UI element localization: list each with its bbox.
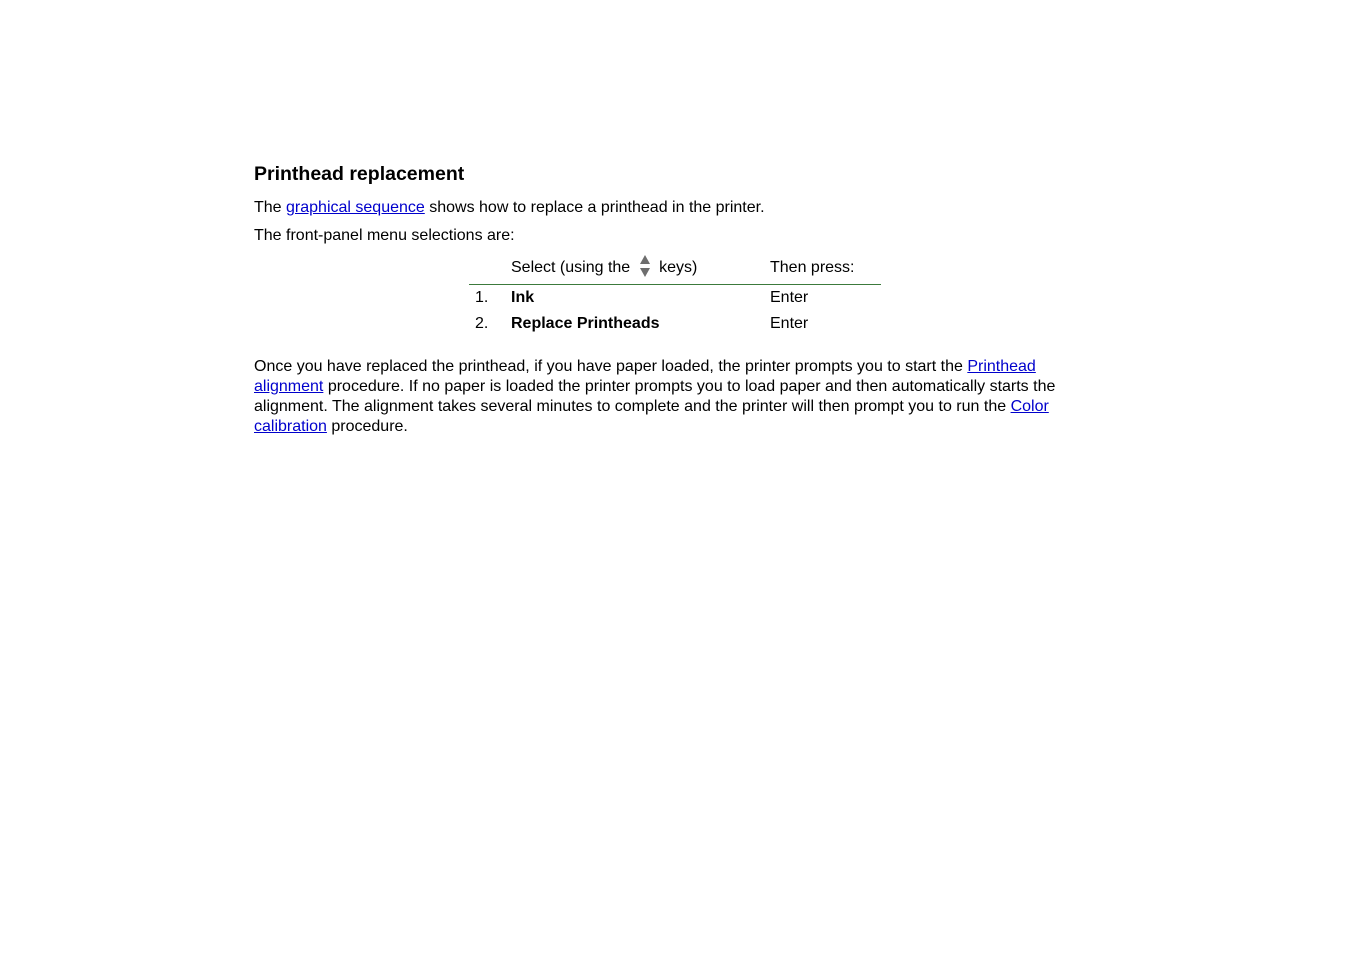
intro-text-before: The xyxy=(254,199,287,216)
graphical-sequence-link[interactable]: graphical sequence xyxy=(286,199,425,216)
row-press-key: Enter xyxy=(770,315,809,332)
help-page xyxy=(254,160,1099,445)
row-select-item: Ink xyxy=(511,289,535,306)
row-select-item: Replace Printheads xyxy=(511,315,660,332)
closing-paragraph xyxy=(254,357,1099,437)
table-header-row xyxy=(469,254,881,285)
intro-paragraph xyxy=(254,198,1099,218)
color-calibration-link[interactable]: Color calibration xyxy=(254,398,1049,435)
page-title: Printhead replacement xyxy=(254,163,465,185)
menu-selections-table xyxy=(469,254,881,337)
printhead-alignment-link[interactable]: Printhead alignment xyxy=(254,358,1036,395)
row-number: 2. xyxy=(475,315,489,332)
closing-text-2: procedure. If no paper is loaded the printer prompts you to load paper and then automatically starts the alignment. The alignment takes several minutes to complete and the printer will then prompt you to run the xyxy=(254,378,1056,415)
intro-text-after: shows how to replace a printhead in the printer. xyxy=(424,199,765,216)
table-header-select xyxy=(505,254,764,285)
header-select-text-after: keys) xyxy=(654,259,698,276)
closing-text-1: Once you have replaced the printhead, if you have paper loaded, the printer prompts you to start the xyxy=(254,358,968,375)
table-header-number xyxy=(469,254,505,285)
header-select-text-before: Select (using the xyxy=(511,259,635,276)
row-press-key: Enter xyxy=(770,289,809,306)
table-row xyxy=(469,285,881,312)
menu-intro-paragraph: The front-panel menu selections are: xyxy=(254,227,515,244)
table-header-press: Then press: xyxy=(764,254,881,285)
table-row xyxy=(469,311,881,337)
row-number: 1. xyxy=(475,289,489,306)
up-down-arrow-keys-icon xyxy=(638,254,652,278)
closing-text-3: procedure. xyxy=(326,418,408,435)
